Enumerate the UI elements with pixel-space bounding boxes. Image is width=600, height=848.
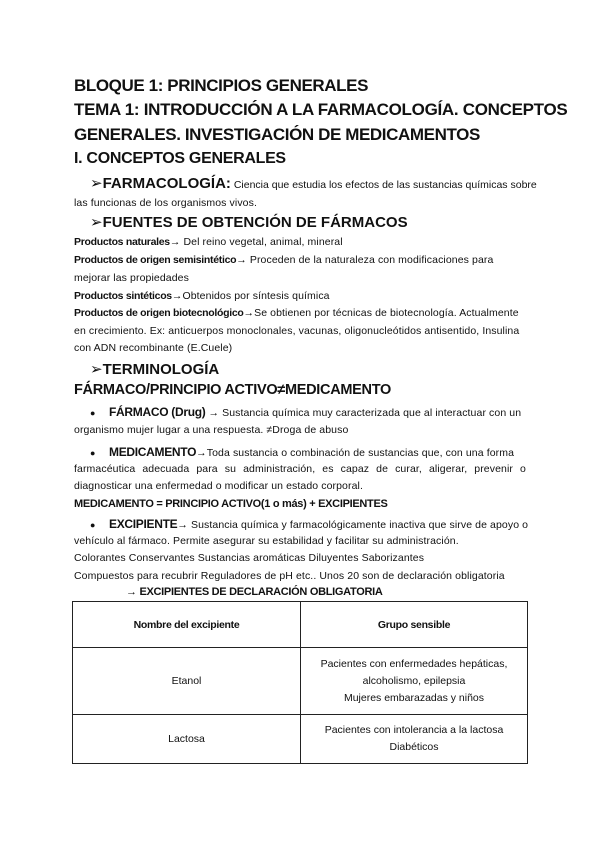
excipiente-label: EXCIPIENTE xyxy=(109,517,178,531)
farmacologia-definition: Ciencia que estudia los efectos de las sustancias químicas sobre xyxy=(230,179,537,191)
farmaco-label: FÁRMACO (Drug) xyxy=(109,405,206,419)
excipiente-types-line2: Compuestos para recubrir Reguladores de pH etc.. Unos 20 son de declaración obligatoria xyxy=(74,570,505,582)
biotec-text: →Se obtienen por técnicas de biotecnología. Actualmente xyxy=(243,307,519,319)
arrow-bullet-icon: ➢ xyxy=(90,214,103,231)
sinteticos-label: Productos sintéticos xyxy=(74,290,172,302)
excipiente-definition xyxy=(109,517,528,531)
group-line: Pacientes con intolerancia a la lactosa xyxy=(324,724,504,736)
excipientes-table xyxy=(72,601,528,764)
topic-title-line1: TEMA 1: INTRODUCCIÓN A LA FARMACOLOGÍA. CONCEPTOS xyxy=(74,100,568,119)
farmaco-definition xyxy=(109,405,521,419)
terminologia-heading xyxy=(90,360,219,378)
block-title: BLOQUE 1: PRINCIPIOS GENERALES xyxy=(74,76,369,95)
topic-title-line2: GENERALES. INVESTIGACIÓN DE MEDICAMENTOS xyxy=(74,125,480,144)
productos-naturales xyxy=(74,236,343,248)
farmaco-definition-cont: organismo mujer lugar a una respuesta. ≠Droga de abuso xyxy=(74,424,349,436)
column-header-grupo: Grupo sensible xyxy=(301,602,528,648)
terminologia-title: TERMINOLOGÍA xyxy=(102,361,220,378)
fuentes-title: FUENTES DE OBTENCIÓN DE FÁRMACOS xyxy=(102,214,408,231)
productos-biotecnologicos xyxy=(74,307,519,319)
medicamento-definition xyxy=(109,445,514,459)
table-header-row xyxy=(73,602,528,648)
cell-sensitive-group xyxy=(301,648,528,715)
group-line: Diabéticos xyxy=(389,741,439,753)
column-header-nombre: Nombre del excipiente xyxy=(73,602,301,648)
productos-semisinteticos xyxy=(74,254,493,266)
biotec-text-cont2: con ADN recombinante (E.Cuele) xyxy=(74,342,233,354)
section-heading: I. CONCEPTOS GENERALES xyxy=(74,150,286,167)
naturales-text: → Del reino vegetal, animal, mineral xyxy=(169,236,343,248)
semisintetico-text-cont: mejorar las propiedades xyxy=(74,272,189,284)
productos-sinteticos xyxy=(74,290,330,302)
farmaco-text: → Sustancia química muy caracterizada que al interactuar con un xyxy=(205,407,522,419)
group-line: Pacientes con enfermedades hepáticas, xyxy=(320,657,508,670)
excipiente-definition-cont: vehículo al fármaco. Permite asegurar su estabilidad y facilitar su administración. xyxy=(74,535,459,547)
group-line: alcoholismo, epilepsia xyxy=(362,674,466,687)
cell-excipient-name: Etanol xyxy=(73,648,301,715)
arrow-bullet-icon: ➢ xyxy=(90,175,103,192)
medicamento-text: →Toda sustancia o combinación de sustancias que, con una forma xyxy=(196,447,515,459)
table-title: → EXCIPIENTES DE DECLARACIÓN OBLIGATORIA xyxy=(126,586,383,598)
cell-sensitive-group xyxy=(301,715,528,764)
bullet-icon: ● xyxy=(90,520,96,530)
medicamento-label: MEDICAMENTO xyxy=(109,445,197,459)
medicamento-definition-cont2: diagnosticar una enfermedad o modificar un estado corporal. xyxy=(74,480,363,492)
table-row xyxy=(73,715,528,764)
excipiente-types-line1: Colorantes Conservantes Sustancias aromáticas Diluyentes Saborizantes xyxy=(74,552,425,564)
bullet-icon: ● xyxy=(90,408,96,418)
farmacologia-heading xyxy=(90,174,537,192)
biotec-label: Productos de origen biotecnológico xyxy=(74,307,244,319)
farmaco-vs-medicamento: FÁRMACO/PRINCIPIO ACTIVO≠MEDICAMENTO xyxy=(74,382,391,398)
farmacologia-title: FARMACOLOGÍA: xyxy=(102,175,231,192)
bullet-icon: ● xyxy=(90,448,96,458)
medicamento-definition-cont: farmacéutica adecuada para su administración, es capaz de curar, aligerar, prevenir o xyxy=(74,463,526,475)
naturales-label: Productos naturales xyxy=(74,236,170,248)
group-line: Mujeres embarazadas y niños xyxy=(343,691,485,704)
excipiente-text: → Sustancia química y farmacológicamente inactiva que sirve de apoyo o xyxy=(177,519,529,531)
sinteticos-text: →Obtenidos por síntesis química xyxy=(171,290,330,302)
semisintetico-label: Productos de origen semisintético xyxy=(74,254,237,266)
cell-excipient-name: Lactosa xyxy=(73,715,301,764)
arrow-bullet-icon: ➢ xyxy=(90,361,103,378)
fuentes-heading xyxy=(90,213,408,231)
medicamento-formula: MEDICAMENTO = PRINCIPIO ACTIVO(1 o más) + EXCIPIENTES xyxy=(74,498,388,510)
biotec-text-cont: en crecimiento. Ex: anticuerpos monoclonales, vacunas, oligonucleótidos antisentido, Insulina xyxy=(74,325,520,337)
table-row xyxy=(73,648,528,715)
semisintetico-text: → Proceden de la naturaleza con modificaciones para xyxy=(236,254,494,266)
farmacologia-definition-cont: las funcionas de los organismos vivos. xyxy=(74,197,257,209)
